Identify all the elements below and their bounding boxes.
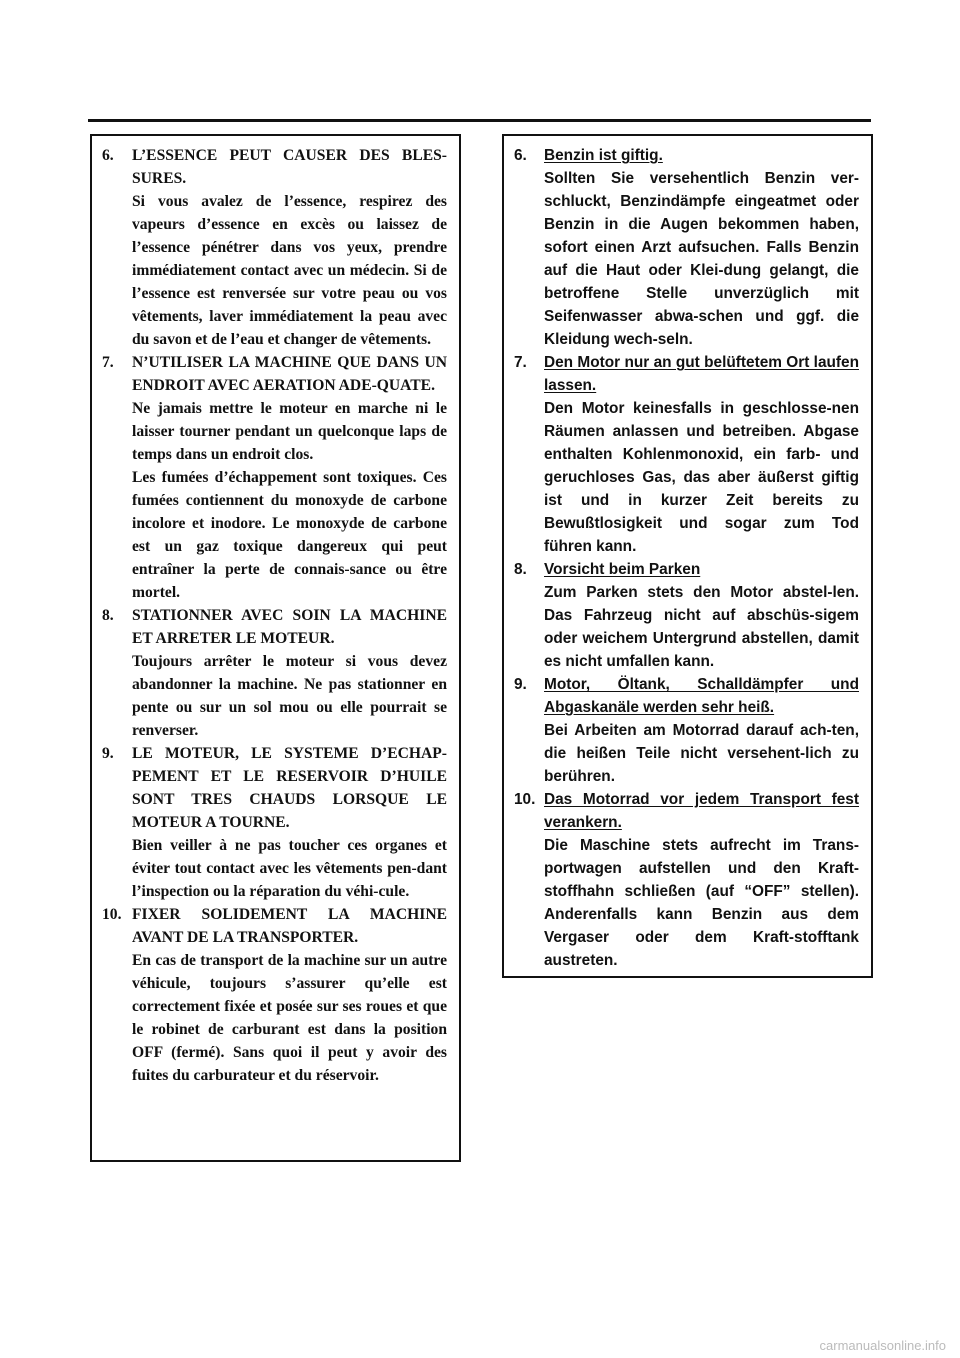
item-heading: L’ESSENCE PEUT CAUSER DES BLES-SURES. (132, 147, 447, 187)
item-number: 10. (102, 906, 122, 923)
fr-item-6 (102, 144, 447, 351)
item-number: 9. (514, 676, 527, 693)
item-heading: Das Motorrad vor jedem Transport fest verankern. (544, 791, 859, 831)
item-number: 6. (102, 147, 114, 164)
item-number: 8. (102, 607, 114, 624)
item-number: 8. (514, 561, 527, 578)
item-heading: Den Motor nur an gut belüftetem Ort laufen lassen. (544, 354, 859, 394)
item-body: Toujours arrêter le moteur si vous devez abandonner la machine. Ne pas stationner en pente ou sur un sol mou ou elle pourrait se renverser. (132, 653, 447, 739)
item-heading: Vorsicht beim Parken (544, 561, 701, 578)
item-number: 6. (514, 147, 527, 164)
fr-item-7 (102, 351, 447, 604)
item-body: En cas de transport de la machine sur un autre véhicule, toujours s’assurer qu’elle est correctement fixée et posée sur ses roues et que le robinet de carburant est dans la position OFF (fermé). Sans quoi il peut y avoir des fuites du carburateur et du réservoir. (132, 952, 447, 1084)
item-body: Bei Arbeiten am Motorrad darauf ach-ten, die heißen Teile nicht versehent-lich zu berühren. (544, 722, 859, 785)
german-warning-box (502, 134, 873, 978)
item-body: Bien veiller à ne pas toucher ces organes et éviter tout contact avec les vêtements pen-dant l’inspection ou la réparation du véhi-cule. (132, 837, 447, 900)
fr-item-8 (102, 604, 447, 742)
item-heading: Benzin ist giftig. (544, 147, 663, 164)
item-body: Si vous avalez de l’essence, respirez des vapeurs d’essence en excès ou laissez de l’essence pénétrer dans vos yeux, prendre immédiatement contact avec un médecin. Si de l’essence est renversée sur votre peau ou vos vêtements, laver immédiatement la peau avec du savon et de l’eau et changer de vêtements. (132, 193, 447, 348)
item-number: 10. (514, 791, 536, 808)
de-item-7 (514, 351, 859, 558)
item-heading: LE MOTEUR, LE SYSTEME D’ECHAP-PEMENT ET LE RESERVOIR D’HUILE SONT TRES CHAUDS LORSQUE LE MOTEUR A TOURNE. (132, 745, 447, 831)
item-number: 7. (514, 354, 527, 371)
item-body-2: Les fumées d’échappement sont toxiques. Ces fumées contiennent du monoxyde de carbone incolore et inodore. Le monoxyde de carbone est un gaz toxique dangereux qui peut entraîner la perte de connais-sance ou être mortel. (132, 469, 447, 601)
item-heading: N’UTILISER LA MACHINE QUE DANS UN ENDROIT AVEC AERATION ADE-QUATE. (132, 354, 447, 394)
fr-item-10 (102, 903, 447, 1087)
de-item-6 (514, 144, 859, 351)
de-item-10 (514, 788, 859, 972)
source-watermark: carmanualsonline.info (819, 1338, 946, 1353)
item-heading: STATIONNER AVEC SOIN LA MACHINE ET ARRETER LE MOTEUR. (132, 607, 447, 647)
item-number: 7. (102, 354, 114, 371)
item-body: Den Motor keinesfalls in geschlosse-nen Räumen anlassen und betreiben. Abgase enthalten Kohlenmonoxid, ein farb- und geruchloses Gas, das aber äußerst giftig ist und in kurzer Zeit bereits zu Bewußtlosigkeit und sogar zum Tod führen kann. (544, 400, 859, 555)
top-rule (88, 119, 871, 122)
de-item-8 (514, 558, 859, 673)
item-heading: FIXER SOLIDEMENT LA MACHINE AVANT DE LA TRANSPORTER. (132, 906, 447, 946)
french-warning-box (90, 134, 461, 1162)
item-heading: Motor, Öltank, Schalldämpfer und Abgaskanäle werden sehr heiß. (544, 676, 859, 716)
item-body: Sollten Sie versehentlich Benzin ver-schluckt, Benzindämpfe eingeatmet oder Benzin in die Augen bekommen haben, sofort einen Arzt aufsuchen. Falls Benzin auf die Haut oder Klei-dung gelangt, die betroffene Stelle unverzüglich mit Seifenwasser abwa-schen und ggf. die Kleidung wech-seln. (544, 170, 859, 348)
item-body: Zum Parken stets den Motor abstel-len. Das Fahrzeug nicht auf abschüs-sigem oder weichem Untergrund abstellen, damit es nicht umfallen kann. (544, 584, 859, 670)
item-body: Ne jamais mettre le moteur en marche ni le laisser tourner pendant un quelconque laps de temps dans un endroit clos. (132, 400, 447, 463)
de-item-9 (514, 673, 859, 788)
item-body: Die Maschine stets aufrecht im Trans-portwagen aufstellen und den Kraft-stoffhahn schließen (auf “OFF” stellen). Anderenfalls kann Benzin aus dem Vergaser oder dem Kraft-stofftank austreten. (544, 837, 859, 969)
fr-item-9 (102, 742, 447, 903)
item-number: 9. (102, 745, 114, 762)
